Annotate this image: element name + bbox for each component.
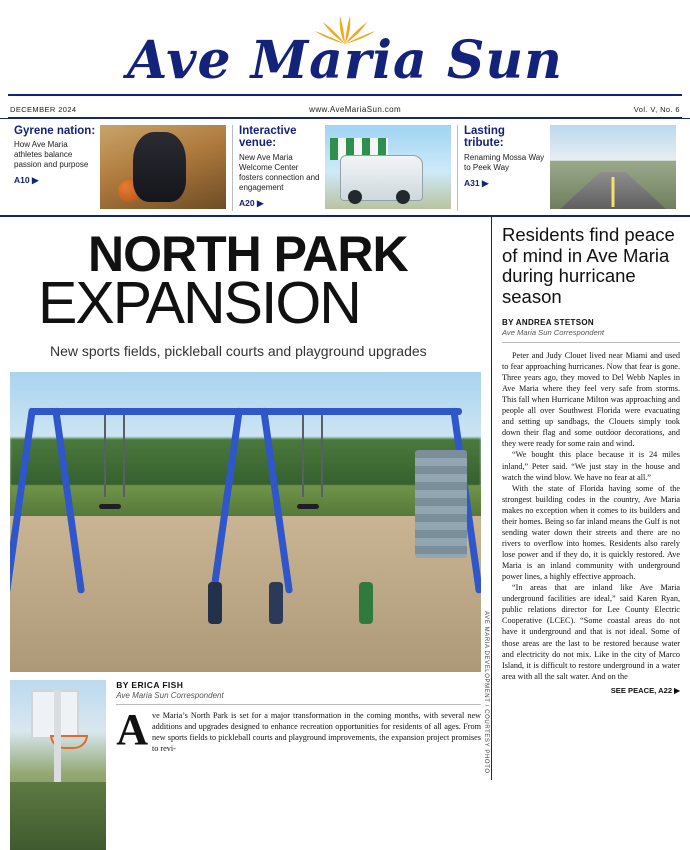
swing-chain: [302, 415, 304, 497]
basketball-player-photo: [100, 125, 226, 209]
cart-wheel: [348, 190, 362, 204]
side-story-byline-sub: Ave Maria Sun Correspondent: [502, 327, 605, 337]
side-story-jump-line[interactable]: SEE PEACE, A22 ▶: [610, 685, 680, 695]
photo-credit: AVE MARIA DEVELOPMENT / COURTESY PHOTO: [483, 611, 489, 774]
divider: [502, 342, 680, 343]
swing-leg: [52, 408, 85, 594]
arrow-right-icon: ▶: [256, 197, 264, 208]
bushes: [10, 782, 106, 850]
teaser-item[interactable]: [8, 125, 232, 211]
teaser-text-block: [464, 125, 550, 211]
lead-story-column: [0, 217, 492, 780]
road-center-line: [612, 177, 615, 207]
teaser-page-ref[interactable]: [464, 178, 546, 189]
swing-set: [10, 408, 481, 648]
teaser-body: New Ave Maria Welcome Center fosters connection and engagement: [239, 152, 320, 192]
road-photo: [550, 125, 676, 209]
lead-byline-sub: Ave Maria Sun Correspondent: [116, 691, 224, 701]
masthead-divider-lower: [8, 117, 682, 118]
swing-chain: [123, 415, 125, 497]
issue-date: DECEMBER 2024: [10, 105, 77, 114]
side-story-headline: Residents find peace of mind in Ave Maria during hurricane season: [502, 224, 675, 308]
teaser-body: Renaming Mossa Way to Peek Way: [464, 152, 545, 172]
lead-story-paragraph: ve Maria’s North Park is set for a major transformation in the coming months, with several new additions and upgrades designed to enhance recreation opportunities for residents of all ages. From new sports fields to pickleball courts and playground improvements, the expansion project promises to revi-: [152, 711, 481, 753]
teaser-strip: [0, 119, 690, 217]
teaser-text-block: [14, 125, 100, 211]
teaser-item[interactable]: [457, 125, 682, 211]
website-url[interactable]: www.AveMariaSun.com: [309, 105, 402, 114]
side-story-column: [492, 217, 690, 780]
lead-story-body: [116, 705, 481, 755]
lead-byline: BY ERICA FISH: [116, 680, 184, 691]
teaser-body: How Ave Maria athletes balance passion and purpose: [14, 140, 89, 170]
lead-story-lower: [10, 680, 481, 850]
cart-wheel: [396, 190, 410, 204]
divider: [116, 704, 481, 705]
swing-chain: [104, 415, 106, 497]
swing-leg: [210, 408, 243, 594]
north-park-swings-photo: [10, 372, 481, 672]
lead-deck: New sports fields, pickleball courts and playground upgrades: [50, 342, 427, 359]
side-story-byline: BY ANDREA STETSON: [502, 317, 594, 327]
climbing-wall: [415, 450, 467, 558]
side-story-paragraph: Peter and Judy Clouet lived near Miami and used to fear approaching hurricanes. Now that fear is gone. Three years ago, they moved to Del Webb Naples in Ave Maria where they feel very safe from storms. This fall when Hurricane Milton was approaching and people all over Southwest Florida were evacuating and setting up sandbags, the Clouets simply took down their flag and some outdoor decorations, and they were ready for some rain and wind.: [502, 350, 680, 449]
swing-leg: [10, 408, 36, 594]
arrow-right-icon: ▶: [481, 177, 489, 188]
arrow-right-icon: ▶: [31, 175, 39, 186]
basketball-court-photo: [10, 680, 106, 850]
teaser-page-ref[interactable]: [239, 198, 321, 209]
swing-seat: [297, 504, 319, 509]
paper-title: Ave Maria Sun: [126, 30, 563, 91]
teaser-page-number: A20: [239, 197, 255, 208]
side-story-body: [502, 350, 680, 682]
child-figure: [269, 582, 283, 624]
lead-headline-line1: NORTH PARK: [88, 226, 408, 282]
swing-chain: [321, 415, 323, 497]
teaser-headline: Interactive venue:: [239, 125, 297, 150]
swing-top-bar: [29, 408, 462, 415]
teaser-headline: Gyrene nation:: [14, 125, 96, 137]
teaser-text-block: [239, 125, 325, 211]
lead-headline-line2: EXPANSION: [38, 270, 360, 336]
volume-number: Vol. V, No. 6: [633, 105, 680, 114]
teaser-headline: Lasting tribute:: [464, 125, 505, 150]
side-story-paragraph: “We bought this place because it is 24 miles inland,” Peter said. “We just stay in the house and watch the wind blow. We have no fear at all.”: [502, 450, 680, 482]
teaser-page-number: A31: [464, 177, 480, 188]
child-figure: [208, 582, 222, 624]
teaser-page-ref[interactable]: [14, 175, 96, 186]
swing-leg: [260, 408, 293, 594]
teaser-page-number: A10: [14, 175, 30, 186]
swing-seat: [99, 504, 121, 509]
welcome-center-golf-cart-photo: [325, 125, 451, 209]
side-story-paragraph: “In areas that are inland like Ave Maria underground facilities are ideal,” said Karen Ryan, public relations director for Lee County Electric Cooperative (LCEC). “Some coastal areas do not have it underground and that is not ideal. Some of those areas are the last to be restored because water and electricity do not mix. Like in the city of Marco Island, it is difficult to restore underground in a water area with all the salt water. And on the: [502, 583, 680, 681]
teaser-item[interactable]: [232, 125, 457, 211]
lead-story-text-column: [106, 680, 481, 850]
basketball-icon: [118, 180, 140, 202]
side-story-paragraph: With the state of Florida having some of the strongest building codes in the country, Ave Maria makes no exception when it comes to its builders and their homes. Being so far inland means the Gulf is not sending water down their streets and there are no rivers to overflow into homes. Residents also rarely lose power and if they do, it is quickly restored. Ave Maria is an inland community with underground power lines, a highly effective approach.: [502, 483, 680, 582]
masthead: [0, 0, 690, 119]
masthead-info-bar: [10, 105, 680, 114]
drop-cap: A: [116, 705, 148, 755]
masthead-divider: [8, 94, 682, 96]
page-body: [0, 217, 690, 780]
child-figure: [359, 582, 373, 624]
